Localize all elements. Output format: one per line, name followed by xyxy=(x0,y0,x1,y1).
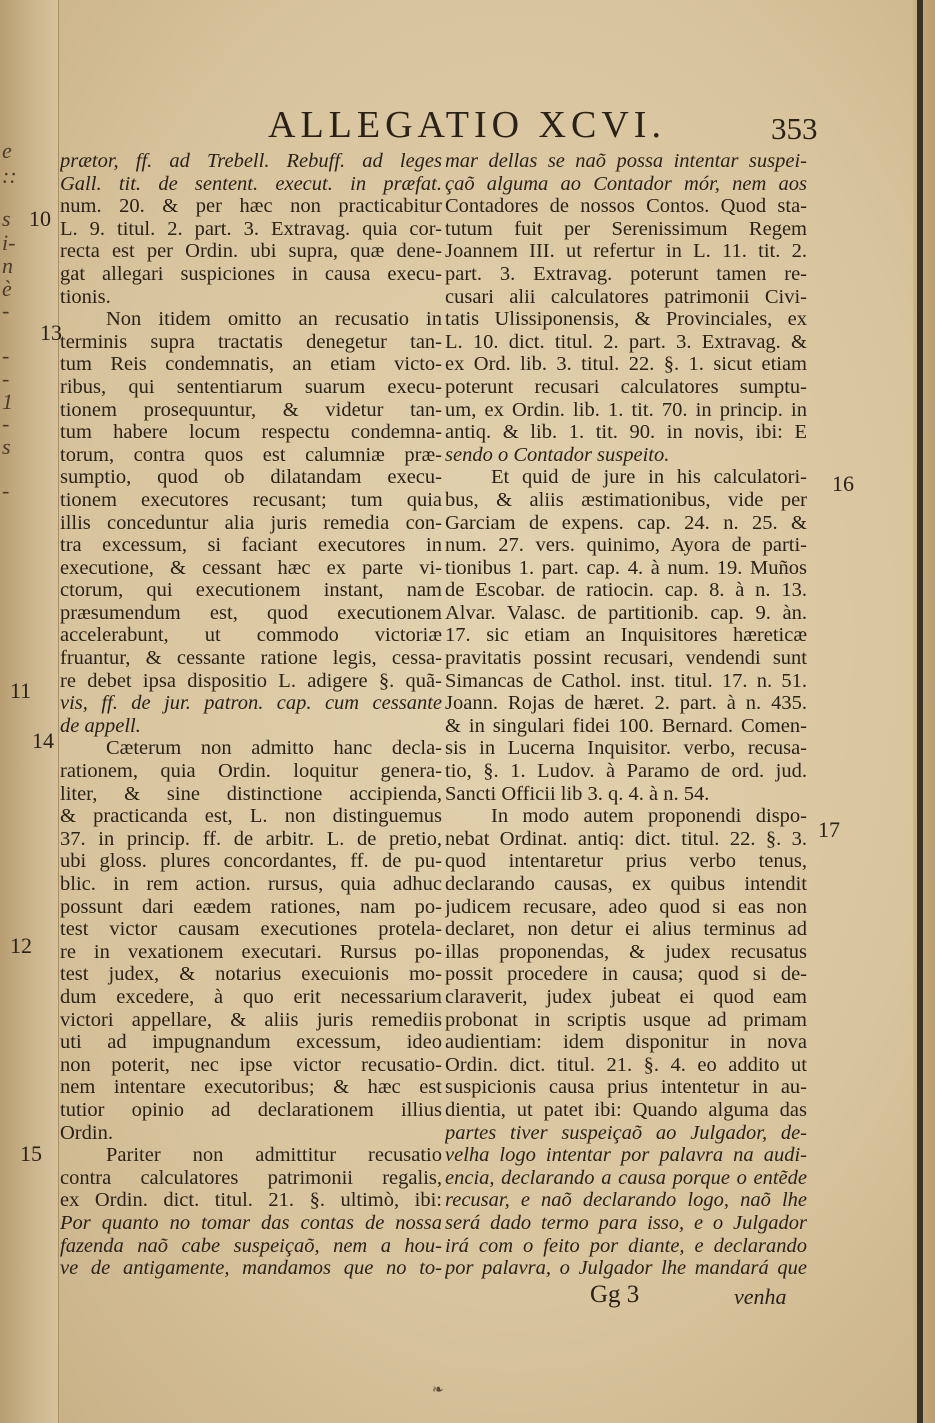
text-line: Por quanto no tomar das contas de nossa xyxy=(60,1211,442,1234)
text-line: Non itidem omitto an recusatio in xyxy=(106,308,442,331)
text-line: ex Ordin. dict. titul. 21. §. ultimò, ibi: xyxy=(60,1189,442,1212)
text-line: pravitatis possint recusari, vendendi sunt xyxy=(445,647,807,670)
text-line: Pariter non admittitur recusatio xyxy=(106,1144,442,1167)
text-line: Joann. Rojas de hæret. 2. part. à n. 435. xyxy=(445,692,807,715)
text-line: sendo o Contador suspeito. xyxy=(445,443,670,466)
text-line: cusari alii calculatores patrimonii Civi- xyxy=(445,285,807,308)
text-line: ex Ord. lib. 3. titul. 22. §. 1. sicut etiam xyxy=(445,353,807,376)
gutter-fragment: 1 xyxy=(2,389,13,414)
text-line: Et quid de jure in his calculatori- xyxy=(491,466,807,489)
text-line: judicem recusare, adeo quod si eas non xyxy=(445,895,807,918)
text-line: nebat Ordinat. antiq: dict. titul. 22. §. 3. xyxy=(445,827,807,850)
text-line: por palavra, o Julgador lhe mandará que xyxy=(445,1257,807,1280)
text-line: de appell. xyxy=(60,714,141,737)
gutter-fragment: i- xyxy=(2,230,16,255)
text-line: quod intentaretur prius verbo tenus, xyxy=(445,850,807,873)
text-line: dientia, ut patet ibi: Quando alguma das xyxy=(445,1098,807,1121)
text-line: dum excedere, à quo erit necessarium xyxy=(60,985,442,1008)
text-line: Simancas de Cathol. inst. titul. 17. n. 51. xyxy=(445,669,807,692)
text-line: test victor causam executiones protela- xyxy=(60,918,442,941)
text-line: num. 27. vers. quinimo, Ayora de parti- xyxy=(445,534,807,557)
text-line: um, ex Ordin. lib. 1. tit. 70. in princip. in xyxy=(445,398,807,421)
text-line: terminis supra tractatis denegetur tan- xyxy=(60,330,442,353)
gutter-fragment: s xyxy=(2,434,11,459)
text-line: Joannem III. ut refertur in L. 11. tit. 2. xyxy=(445,240,807,263)
text-line: liter, & sine distinctione accipienda, xyxy=(60,782,442,805)
gutter-fragment: - xyxy=(2,478,10,503)
text-line: sis in Lucerna Inquisitor. verbo, recusa- xyxy=(445,737,807,760)
margin-number-17: 17 xyxy=(818,817,840,842)
text-line: tum habere locum respectu condemna- xyxy=(60,421,442,444)
text-line: encia, declarando a causa porque o entẽde xyxy=(445,1166,807,1189)
text-line: tutior opinio ad declarationem illius xyxy=(60,1098,442,1121)
gutter-fragment: :: xyxy=(2,163,17,188)
text-line: tionis. xyxy=(60,285,111,308)
text-line: ubi gloss. plures concordantes, ff. de pu- xyxy=(60,850,442,873)
text-line: ve de antigamente, mandamos que no to- xyxy=(60,1257,442,1280)
text-line: declaret, non detur ei alius terminus ad xyxy=(445,918,807,941)
text-line: possunt dari eædem rationes, nam po- xyxy=(60,895,442,918)
gutter-fragment: - xyxy=(2,411,10,436)
catchword: venha xyxy=(734,1284,787,1309)
text-line: nem intentare executoribus; & hæc est xyxy=(60,1076,442,1099)
right-text-column xyxy=(445,150,807,1280)
text-line: tionibus 1. part. cap. 4. à num. 19. Muños xyxy=(445,556,807,579)
text-line: præsumendum est, quod executionem xyxy=(60,601,442,624)
margin-number-12: 12 xyxy=(10,933,32,958)
ornament-dot-icon: ❧ xyxy=(432,1383,444,1398)
text-line: probonat in scriptis usque ad primam xyxy=(445,1008,807,1031)
text-line: ctorum, qui executionem instant, nam xyxy=(60,579,442,602)
margin-number-11: 11 xyxy=(10,678,32,703)
text-line: & practicanda est, L. non distinguemus xyxy=(60,805,442,828)
text-line: Ordin. xyxy=(60,1121,113,1144)
text-line: accelerabunt, ut commodo victoriæ xyxy=(60,624,442,647)
text-line: re in vexationem executari. Rursus po- xyxy=(60,940,442,963)
text-line: partes tiver suspeiçaõ ao Julgador, de- xyxy=(445,1121,807,1144)
text-line: será dado termo para isso, e o Julgador xyxy=(445,1211,807,1234)
page-title: ALLEGATIO XCVI. xyxy=(268,104,666,146)
text-line: rationem, quia Ordin. loquitur genera- xyxy=(60,760,442,783)
text-line: blic. in rem action. rursus, quia adhuc xyxy=(60,873,442,895)
text-line: In modo autem proponendi dispo- xyxy=(491,805,807,828)
text-line: num. 20. & per hæc non practicabitur xyxy=(60,195,442,218)
text-line: antiq. & lib. 1. tit. 90. in novis, ibi: E xyxy=(445,421,807,444)
text-line: L. 10. dict. titul. 2. part. 3. Extravag. & xyxy=(445,330,807,353)
text-line: non poterit, nec ipse victor recusatio- xyxy=(60,1053,442,1076)
gutter-fragment: n xyxy=(2,253,13,278)
margin-number-15: 15 xyxy=(20,1141,42,1166)
text-line: Gall. tit. de sentent. execut. in præfat. xyxy=(60,172,442,195)
gutter-fragment: s xyxy=(2,206,11,231)
text-line: illas proponendas, & judex recusatus xyxy=(445,940,807,963)
gutter-fragment: è xyxy=(2,276,12,301)
text-line: Ordin. dict. titul. 21. §. 4. eo addito ut xyxy=(445,1053,807,1076)
text-line: çaõ alguma ao Contador mór, nem aos xyxy=(445,172,807,195)
text-line: tionem executores recusant; tum quia xyxy=(60,488,442,511)
text-line: 17. sic etiam an Inquisitores hæreticæ xyxy=(445,624,807,647)
left-text-column xyxy=(60,150,442,1280)
text-line: uti ad impugnandum excessum, ideo xyxy=(60,1031,442,1054)
margin-number-10: 10 xyxy=(29,206,51,231)
text-line: tionem prosequuntur, & videtur tan- xyxy=(60,398,442,421)
text-line: possit procedere in causa; quod si de- xyxy=(445,963,807,986)
text-line: prætor, ff. ad Trebell. Rebuff. ad leges xyxy=(60,150,442,172)
text-line: poterunt recusari calculatores sumptu- xyxy=(445,375,807,398)
text-line: recta est per Ordin. ubi supra, quæ dene- xyxy=(60,240,442,263)
margin-number-13: 13 xyxy=(40,320,62,345)
text-line: gat allegari suspiciones in causa execu- xyxy=(60,262,442,285)
right-binding-strip xyxy=(917,0,923,1423)
gutter-fragment: e xyxy=(2,138,12,163)
text-line: fruantur, & cessante ratione legis, cessa- xyxy=(60,647,442,670)
gutter-fragment: - xyxy=(2,366,10,391)
text-line: tio, §. 1. Ludov. à Paramo de ord. jud. xyxy=(445,760,807,783)
text-line: fazenda naõ cabe suspeiçaõ, nem a hou- xyxy=(60,1234,442,1257)
text-line: irá com o feito por diante, e declarando xyxy=(445,1234,807,1257)
text-line: 37. in princip. ff. de arbitr. L. de pretio, xyxy=(60,827,442,850)
text-line: contra calculatores patrimonii regalis, xyxy=(60,1166,442,1189)
text-line: vis, ff. de jur. patron. cap. cum cessante xyxy=(60,692,442,715)
text-line: re debet ipsa dispositio L. adigere §. quã- xyxy=(60,669,442,692)
text-line: illis conceduntur alia juris remedia con- xyxy=(60,511,442,534)
text-line: victori appellare, & aliis juris remediis xyxy=(60,1008,442,1031)
text-line: torum, contra quos est calumniæ præ- xyxy=(60,443,442,466)
text-line: bus, & aliis æstimationibus, vide per xyxy=(445,488,807,511)
text-line: de Escobar. de ratiocin. cap. 8. à n. 13. xyxy=(445,579,807,602)
text-line: executione, & cessant hæc ex parte vi- xyxy=(60,556,442,579)
text-line: tum Reis condemnatis, an etiam victo- xyxy=(60,353,442,376)
text-line: Contadores de nossos Contos. Quod sta- xyxy=(445,195,807,218)
text-line: & in singulari fidei 100. Bernard. Comen- xyxy=(445,714,807,737)
page-number: 353 xyxy=(771,111,818,146)
gutter-fragment: - xyxy=(2,298,10,323)
text-line: ribus, qui sententiarum suarum execu- xyxy=(60,375,442,398)
text-line: suspicionis causa prius intentetur in au- xyxy=(445,1076,807,1099)
text-line: Garciam de expens. cap. 24. n. 25. & xyxy=(445,511,807,534)
text-line: Sancti Officii lib 3. q. 4. à n. 54. xyxy=(445,782,710,805)
text-line: L. 9. titul. 2. part. 3. Extravag. quia cor- xyxy=(60,217,442,240)
margin-number-16: 16 xyxy=(832,471,854,496)
margin-number-14: 14 xyxy=(32,728,54,753)
text-line: mar dellas se naõ possa intentar suspei- xyxy=(445,150,807,172)
gutter-fragment: - xyxy=(2,343,10,368)
text-line: declarando causas, ex quibus intendit xyxy=(445,873,807,895)
text-line: tatis Ulissiponensis, & Provinciales, ex xyxy=(445,308,807,331)
text-line: test judex, & notarius execuionis mo- xyxy=(60,963,442,986)
text-line: tra excessum, si faciant executores in xyxy=(60,534,442,557)
text-line: Alvar. Valasc. de partitionib. cap. 9. àn. xyxy=(445,601,807,624)
text-line: tutum fuit per Serenissimum Regem xyxy=(445,217,807,240)
signature-mark: Gg 3 xyxy=(590,1281,640,1308)
text-line: audientiam: idem disponitur in nova xyxy=(445,1031,807,1054)
text-line: velha logo intentar por palavra na audi- xyxy=(445,1144,807,1167)
text-line: recusar, e naõ declarando logo, naõ lhe xyxy=(445,1189,807,1212)
text-line: claraverit, judex jubeat ei quod eam xyxy=(445,985,807,1008)
text-line: part. 3. Extravag. poterunt tamen re- xyxy=(445,262,807,285)
text-line: Cæterum non admitto hanc decla- xyxy=(106,737,442,760)
text-line: sumptio, quod ob dilatandam execu- xyxy=(60,466,442,489)
